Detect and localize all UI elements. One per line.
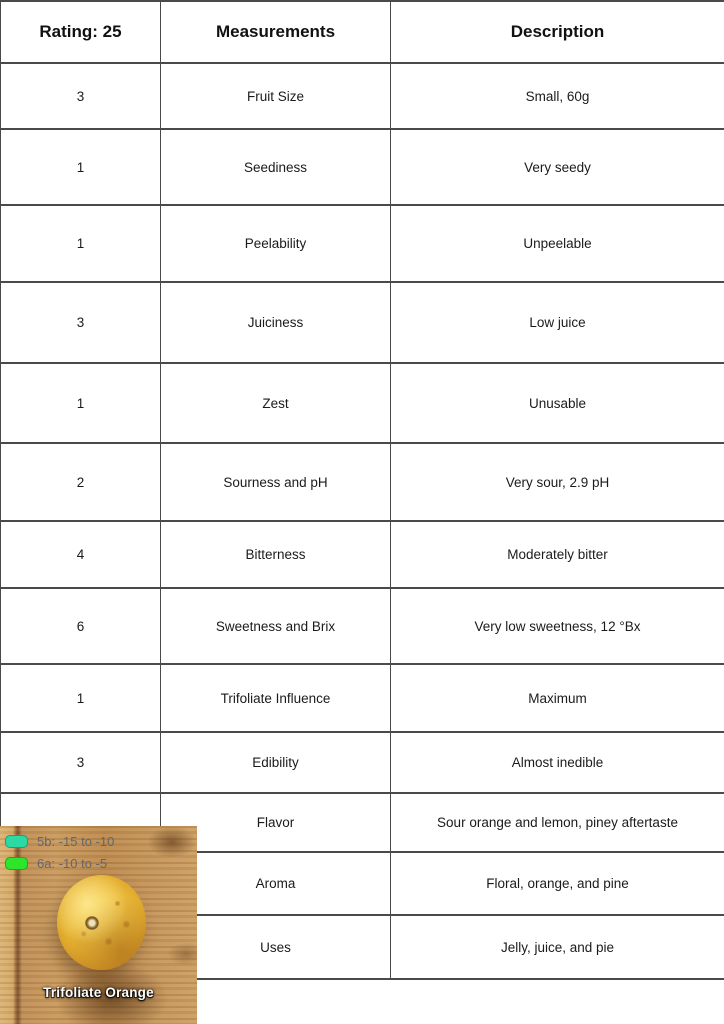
- description-cell: Sour orange and lemon, piney aftertaste: [391, 793, 724, 852]
- description-cell: Jelly, juice, and pie: [391, 915, 724, 979]
- description-cell: Small, 60g: [391, 63, 724, 129]
- table-row: [1, 282, 724, 363]
- measurement-cell: Seediness: [161, 129, 391, 205]
- description-cell: Very low sweetness, 12 °Bx: [391, 588, 724, 664]
- rating-cell: 1: [1, 129, 161, 205]
- fruit-speckles: [57, 875, 146, 970]
- table-row: [1, 363, 724, 443]
- legend-item-zone-6a: [5, 856, 114, 870]
- table-row: [1, 205, 724, 282]
- rating-cell: 2: [1, 443, 161, 521]
- rating-cell: 1: [1, 363, 161, 443]
- table-row: [1, 443, 724, 521]
- table-row: [1, 664, 724, 732]
- measurement-cell: Trifoliate Influence: [161, 664, 391, 732]
- column-header-rating: Rating: 25: [1, 1, 161, 63]
- rating-cell: 3: [1, 732, 161, 793]
- measurement-cell: Edibility: [161, 732, 391, 793]
- table-row: [1, 129, 724, 205]
- table-header: [1, 1, 724, 63]
- description-cell: Almost inedible: [391, 732, 724, 793]
- table-row: [1, 63, 724, 129]
- rating-cell: 3: [1, 63, 161, 129]
- measurement-cell: Uses: [161, 915, 391, 979]
- rating-cell: 4: [1, 521, 161, 588]
- rating-cell: 6: [1, 588, 161, 664]
- description-cell: Maximum: [391, 664, 724, 732]
- zone-6a-swatch: [5, 857, 28, 870]
- column-header-description: Description: [391, 1, 724, 63]
- measurement-cell: Peelability: [161, 205, 391, 282]
- measurement-cell: Zest: [161, 363, 391, 443]
- table-row: [1, 521, 724, 588]
- photo-caption: Trifoliate Orange: [43, 985, 154, 1000]
- fruit-photo: [0, 826, 197, 1024]
- measurement-cell: Bitterness: [161, 521, 391, 588]
- zone-6a-label: 6a: -10 to -5: [37, 855, 108, 871]
- description-cell: Very sour, 2.9 pH: [391, 443, 724, 521]
- hardiness-zone-legend: [5, 834, 114, 870]
- measurement-cell: Sourness and pH: [161, 443, 391, 521]
- description-cell: Floral, orange, and pine: [391, 852, 724, 915]
- column-header-measurements: Measurements: [161, 1, 391, 63]
- zone-5b-swatch: [5, 835, 28, 848]
- measurement-cell: Flavor: [161, 793, 391, 852]
- measurement-cell: Aroma: [161, 852, 391, 915]
- legend-item-zone-5b: [5, 834, 114, 848]
- description-cell: Unusable: [391, 363, 724, 443]
- zone-5b-label: 5b: -15 to -10: [37, 833, 115, 849]
- rating-cell: 3: [1, 282, 161, 363]
- table-row: [1, 732, 724, 793]
- description-cell: Unpeelable: [391, 205, 724, 282]
- trifoliate-orange-fruit: [57, 875, 146, 970]
- table-row: [1, 588, 724, 664]
- description-cell: Very seedy: [391, 129, 724, 205]
- description-cell: Moderately bitter: [391, 521, 724, 588]
- measurement-cell: Sweetness and Brix: [161, 588, 391, 664]
- header-row: [1, 1, 724, 63]
- description-cell: Low juice: [391, 282, 724, 363]
- rating-cell: 1: [1, 205, 161, 282]
- measurement-cell: Juiciness: [161, 282, 391, 363]
- measurement-cell: Fruit Size: [161, 63, 391, 129]
- fruit-navel: [85, 916, 99, 930]
- rating-cell: 1: [1, 664, 161, 732]
